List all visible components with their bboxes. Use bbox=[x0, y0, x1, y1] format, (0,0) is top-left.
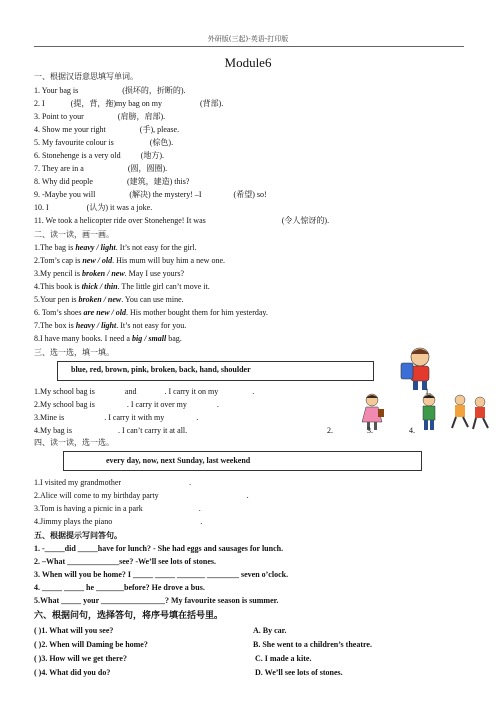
s1-item-2: 2. I (提，背，拖)my bag on my (背部). bbox=[34, 99, 224, 108]
s6-answer-D: D. We’ll see lots of stones. bbox=[255, 668, 343, 677]
s2-item-8: 8.I have many books. I need a big / small bag. bbox=[34, 334, 182, 343]
s6-question-3: ( )3. How will we get there? bbox=[34, 654, 127, 663]
s1-item-6: 6. Stonehenge is a very old (地方). bbox=[34, 151, 164, 160]
s1-item-1: 1. Your bag is (损坏的，折断的). bbox=[34, 86, 186, 95]
s6-question-1: ( )1. What will you see? bbox=[34, 626, 114, 635]
s5-item-1: 1. -_____did _____have for lunch? - She had eggs and sausages for lunch. bbox=[34, 544, 284, 553]
page-header: 外研版(三起)-英语-打印版 bbox=[207, 35, 289, 43]
s2-item-4: 4.This book is thick / thin. The little girl can’t move it. bbox=[34, 282, 210, 291]
s3-item-3: 3.Mine is . I carry it with my . bbox=[34, 413, 199, 422]
s1-item-9: 9. -Maybe you will (解决) the mystery! –I (希望) so! bbox=[34, 190, 267, 199]
s2-item-2: 2.Tom’s cap is new / old. His mum will buy him a new one. bbox=[34, 256, 225, 265]
page-title: Module6 bbox=[224, 55, 272, 70]
s1-item-7: 7. They are in a (圆，圆圈). bbox=[34, 164, 168, 173]
section1-heading: 一、根据汉语意思填写单词。 bbox=[34, 72, 138, 81]
s2-item-3: 3.My pencil is broken / new. May I use yours? bbox=[34, 269, 184, 278]
section4-heading: 四、读一读，选一选。 bbox=[34, 438, 114, 447]
s1-item-10: 10. I (认为) it was a joke. bbox=[34, 203, 153, 212]
children-running-illustration bbox=[448, 392, 492, 432]
s4-item-1: 1.I visited my grandmother . bbox=[34, 478, 192, 487]
section2-heading: 二、读一读，画一画。 bbox=[34, 230, 114, 239]
s5-item-3: 3. When will you be home? I _____ _____ _______ ________ seven o’clock. bbox=[34, 570, 289, 579]
s2-item-5: 5.Your pen is broken / new. You can use mine. bbox=[34, 295, 184, 304]
s6-answer-A: A. By car. bbox=[253, 626, 287, 635]
s3-item-1: 1.My school bag is and . I carry it on my . bbox=[34, 387, 255, 396]
s3-item-2: 2.My school bag is . I carry it over my . bbox=[34, 400, 219, 409]
picture-number-1: 1. bbox=[425, 387, 431, 396]
word-bank-2: every day, now, next Sunday, last weekend bbox=[106, 456, 251, 465]
section6-heading: 六、根据问句，选择答句，将序号填在括号里。 bbox=[34, 611, 224, 621]
s5-item-5: 5.What _____ your ________________? My favourite season is summer. bbox=[34, 596, 279, 605]
s6-answer-B: B. She went to a children’s theatre. bbox=[253, 640, 372, 649]
s2-item-1: 1.The bag is heavy / light. It’s not easy for the girl. bbox=[34, 243, 197, 252]
s3-item-4: 4.My bag is . I can’t carry it at all. bbox=[34, 426, 188, 435]
boy-illustration bbox=[418, 392, 440, 432]
s6-question-4: ( )4. What did you do? bbox=[34, 668, 111, 677]
section5-heading: 五、根据提示写问答句。 bbox=[34, 531, 122, 540]
section3-heading: 三、选一选，填一填。 bbox=[34, 348, 114, 357]
picture-number-4: 4. bbox=[409, 426, 415, 435]
s2-item-7: 7.The box is heavy / light. It’s not easy for you. bbox=[34, 321, 187, 330]
s1-item-8: 8. Why did people (建筑，建造) this? bbox=[34, 177, 190, 186]
picture-number-3: 3. bbox=[367, 426, 373, 435]
s4-item-3: 3.Tom is having a picnic in a park . bbox=[34, 504, 201, 513]
s5-item-2: 2. –What _____________see? -We’ll see lots of stones. bbox=[34, 557, 216, 566]
s6-question-2: ( )2. When will Daming be home? bbox=[34, 640, 148, 649]
s5-item-4: 4. _____ _____ he _______before? He drove a bus. bbox=[34, 583, 205, 592]
picture-number-2: 2. bbox=[327, 426, 333, 435]
s6-answer-C: C. I made a kite. bbox=[255, 654, 312, 663]
s4-item-4: 4.Jimmy plays the piano . bbox=[34, 517, 203, 526]
s1-item-3: 3. Point to your (肩膀，肩部). bbox=[34, 112, 166, 121]
header-divider bbox=[34, 46, 464, 47]
s1-item-5: 5. My favourite colour is (棕色). bbox=[34, 138, 174, 147]
s1-item-4: 4. Show me your right (手), please. bbox=[34, 125, 180, 134]
s4-item-2: 2.Alice will come to my birthday party . bbox=[34, 491, 249, 500]
word-bank-1: blue, red, brown, pink, broken, back, hand, shoulder bbox=[71, 365, 251, 374]
s2-item-6: 6. Tom’s shoes are new / old. His mother bought them for him yesterday. bbox=[34, 308, 268, 317]
boy-with-bag-illustration bbox=[398, 345, 438, 393]
s1-item-11: 11. We took a helicopter ride over Stonehenge! It was (令人惊讶的). bbox=[34, 216, 330, 225]
